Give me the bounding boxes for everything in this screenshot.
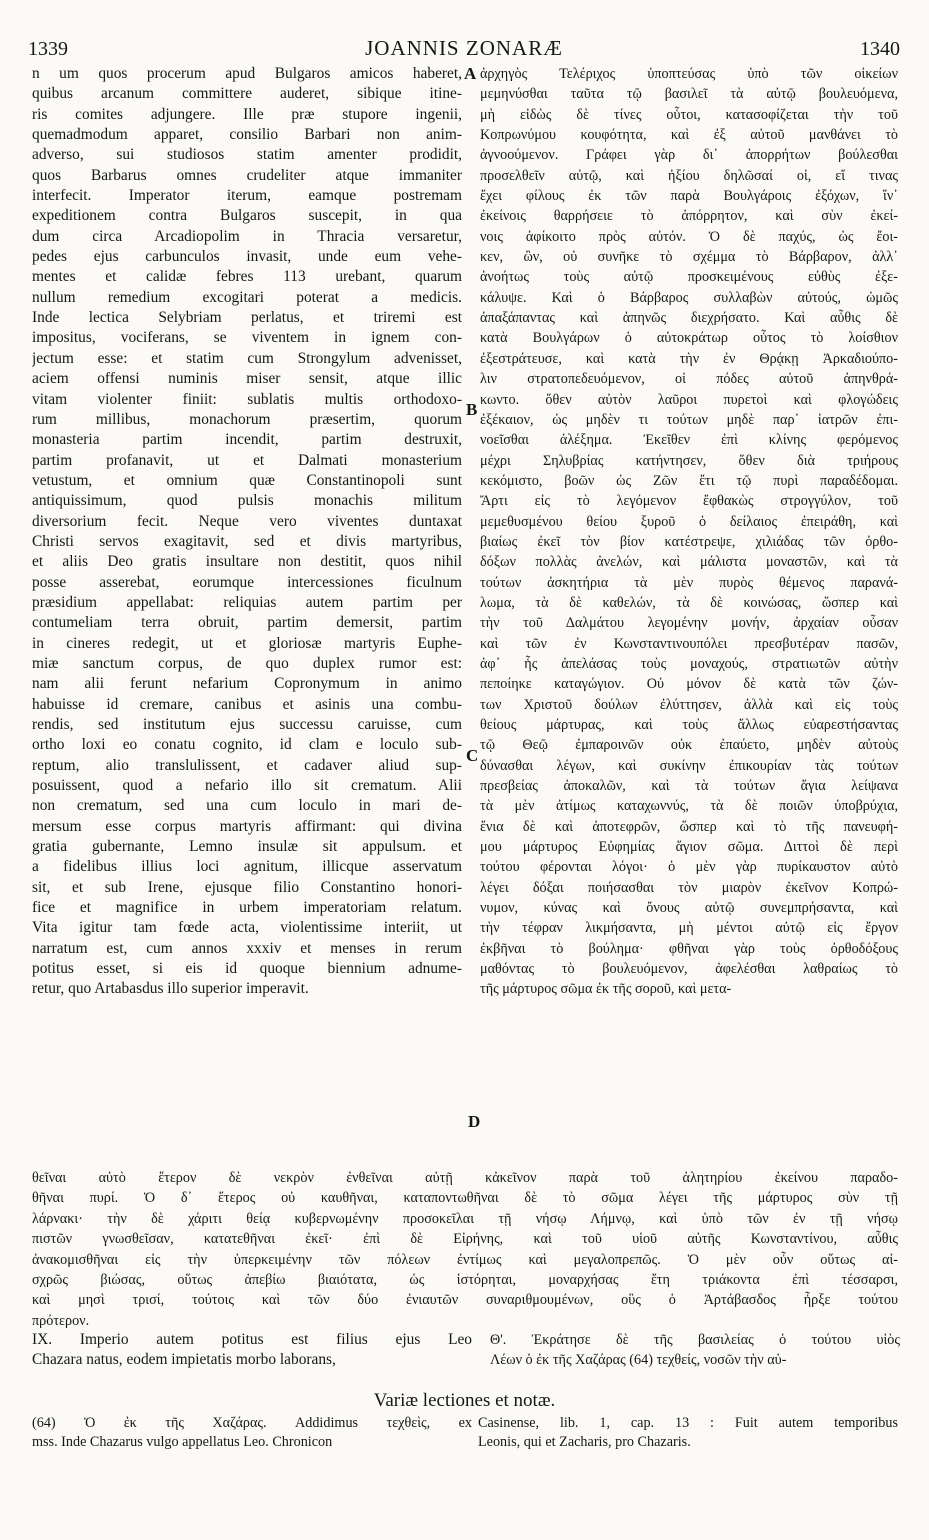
latin-text-line: adverso, sui studiosos statim amenter prodidit, bbox=[32, 146, 462, 164]
greek-text-line: των Χριστοῦ δούλων ἐλύττησεν, ἀλλὰ καὶ εἰς τοὺς bbox=[480, 696, 898, 713]
latin-text-line: mersum esse corpus martyris affirmant: qui divina bbox=[32, 817, 462, 835]
greek-text-line: ἐξεστράτευσε, καὶ κατὰ τὴν ἐν Θρᾴκῃ Ἀρκαδιούπο- bbox=[480, 350, 898, 367]
greek-text-line: πρότερον. bbox=[32, 1312, 90, 1329]
latin-text-line: ortho loxi eo conatu cognito, id clam e loculo sub- bbox=[32, 736, 462, 754]
note-line: mss. Inde Chazarus vulgo appellatus Leo. Chronicon bbox=[32, 1434, 333, 1450]
latin-text-line: partim profanavit, ut et Dalmati monasterium bbox=[32, 451, 462, 469]
latin-text-line: non crematum, sed una cum loculo in mari de- bbox=[32, 797, 462, 815]
note-line: (64) Ὁ ἐκ τῆς Χαζάρας. Addidimus τεχθεὶς, ex bbox=[32, 1415, 472, 1431]
latin-text-line: Inde lectica Selybriam perlatus, et triremi est bbox=[32, 309, 462, 327]
latin-text-line: nam alii ferunt nefarium Copronymum in animo bbox=[32, 675, 462, 693]
latin-text-line: Vita igitur tam fœde acta, violentissime interiit, ut bbox=[32, 919, 462, 937]
latin-text-line: narratum est, cum annos xxxiv et menses in rerum bbox=[32, 939, 462, 957]
latin-text-line: impositus, vociferans, se viventem in ignem con- bbox=[32, 329, 462, 347]
greek-text-line: ἔνια δὲ καὶ ἀποτεφρῶν, ὥσπερ καὶ τὸ τῆς πανευφή- bbox=[480, 818, 898, 835]
greek-text-line: μαθόντας τὸ βουλευόμενον, ἀφελέσθαι λαθραίως τὸ bbox=[480, 961, 898, 978]
latin-text-line: a fidelibus illius loci agnitum, illicque asservatum bbox=[32, 858, 462, 876]
greek-text-line: Θ'. Ἐκράτησε δὲ τῆς βασιλείας ὁ τούτου υἱὸς bbox=[490, 1332, 900, 1348]
latin-column bbox=[32, 64, 462, 1000]
greek-text-line: τῷ Θεῷ ἐμπαροινῶν οὐκ ἐπαύετο, μηδὲν αὐτοὺς bbox=[480, 737, 898, 754]
greek-text-line: κατὰ Βουλγάρων ὁ αὐτοκράτωρ οὗτος τὸ λοίσθιον bbox=[480, 330, 898, 347]
greek-text-line: καὶ μησὶ τρισί, τούτοις καὶ τῶν δύο ἐνιαυτῶν συναριθμουμένων, οὓς ὁ Ἀρτάβασδος ἦρξε τούτου bbox=[32, 1292, 898, 1309]
greek-text-line: μου μάρτυρος Εὐφημίας ἅγιον σῶμα. Διττοὶ δὲ περὶ bbox=[480, 839, 898, 856]
latin-text-line: retur, quo Artabasdus illo superior imperavit. bbox=[32, 980, 309, 998]
latin-text-line: habuisse id cremare, canibus et asinis una combu- bbox=[32, 695, 462, 713]
greek-text-line: λιν στρατοπεδευόμενον, οἱ πόδες αὐτοῦ ἀπηνθρά- bbox=[480, 371, 898, 388]
latin-text-line: Christi servos exagitavit, sed et divis martyribus, bbox=[32, 532, 462, 550]
latin-text-line: ris comites adjungere. Ille præ stupore ingenii, bbox=[32, 105, 462, 123]
note-left-column bbox=[32, 1414, 472, 1452]
greek-text-line: ἀπαξάπαντας καὶ ἀπηνῶς διεχρήσατο. Καὶ αὖθις δὲ bbox=[480, 310, 898, 327]
latin-text-line: expeditionem contra Bulgaros suscepit, in qua bbox=[32, 207, 462, 225]
greek-text-line: Κοπρωνύμου κουφότητα, καὶ ἐξ αὐτοῦ μανθάνει τὸ bbox=[480, 127, 898, 144]
margin-marker-b: B bbox=[466, 400, 478, 419]
latin-text-line: aciem offensi numinis miser sensit, atque illic bbox=[32, 370, 462, 388]
latin-text-line: et aliis Deo gratis insultare non destitit, quos nihil bbox=[32, 553, 462, 571]
chapter-ix-greek bbox=[490, 1330, 900, 1370]
latin-text-line: fice et magnifice in urbem imperatoriam relatum. bbox=[32, 899, 462, 917]
page-header bbox=[28, 38, 900, 64]
left-page-number: 1339 bbox=[28, 38, 68, 60]
chapter-ix-latin bbox=[32, 1330, 472, 1370]
greek-text-line: προσελθεῖν αὐτῷ, καὶ ἠξίου δηλῶσαί οἱ, εἴ τινας bbox=[480, 167, 898, 184]
greek-column bbox=[480, 64, 898, 1000]
latin-text-line: nullum remedium excogitari poterat a medicis. bbox=[32, 288, 462, 306]
latin-text-line: reptum, alio translulissent, et cadaver aliud sup- bbox=[32, 756, 462, 774]
greek-text-line: δύνασθαι λέγων, καὶ συκίνην ἐπικουρίαν τὰς τούτων bbox=[480, 757, 898, 774]
greek-text-line: τούτων ἀσκητήρια τὰ μὲν πυρὸς θέμενος παρανά- bbox=[480, 574, 898, 591]
greek-text-line: τὰ μὲν ἀτίμως καταχωννύς, τὰ δὲ ποιῶν ὑποβρύχια, bbox=[480, 798, 898, 815]
latin-text-line: in cineres redegit, ut et gloriosæ martyris Euphe- bbox=[32, 634, 462, 652]
latin-text-line: rendis, sed institutum ejus successu caruisse, cum bbox=[32, 716, 462, 733]
greek-text-line: μέχρι Σηλυβρίας κατήντησεν, ὅθεν διὰ τριήρους bbox=[480, 452, 898, 469]
greek-text-line: ἐξέκαιον, ὡς μηδὲν τι τούτων μηδὲ παρ᾽ ἰατρῶν ἐπι- bbox=[480, 411, 898, 428]
greek-text-line: καὶ τῶν ἐν Κωνσταντινουπόλει πρεσβυτέραν πασῶν, bbox=[480, 635, 898, 652]
greek-text-line: δόξων πολλὰς ἀνελών, καὶ μάλιστα μοναστῶν, καὶ τὰ bbox=[480, 554, 898, 571]
greek-text-line: λέγει δόξαι ποιήσασθαι τὸν μιαρὸν ἐκεῖνον Κοπρώ- bbox=[480, 879, 898, 896]
greek-text-line: μεμεθυσμένου θείου ξυροῦ ὁ δείλαιος ἐπειράθη, καὶ bbox=[480, 513, 898, 530]
latin-text-line: vetustum, et omnium quæ Constantinopoli sunt bbox=[32, 471, 462, 489]
greek-text-line: λάρνακι· τὴν δὲ χάριτι θείᾳ κυβερνωμένην προσοκεῖλαι τῇ νήσῳ Λήμνῳ, καὶ ὑπὸ τῶν ἐν τῇ νήσῳ bbox=[32, 1210, 898, 1227]
margin-marker-d: D bbox=[468, 1112, 481, 1131]
full-width-greek-block bbox=[32, 1168, 898, 1331]
greek-text-line: ἐκβῆναι τὸ βούλημα· φθῆναι γὰρ τοὺς ὀρθοδόξους bbox=[480, 940, 898, 957]
greek-text-line: νοεῖσθαι ἀλέξημα. Ἐκεῖθεν ἐπὶ κλίνης φερόμενος bbox=[480, 432, 898, 449]
greek-text-line: ἀγνοούμενον. Γράφει γὰρ δι᾽ ἀπορρήτων βούλεσθαι bbox=[480, 147, 898, 164]
greek-text-line: κεν, ὢν, οὐ συνῆκε τὸ σχέμμα τὸ Βάρβαρον, ἀλλ᾽ bbox=[480, 249, 898, 266]
greek-text-line: σχρῶς βιώσας, οὕτως ἀπεβίω βιαιότατα, ὡς ἱστόρηται, μοναρχήσας ἔτη τριάκοντα ἐπὶ τέσσαρσι, bbox=[32, 1271, 898, 1288]
latin-text-line: contumeliam terra obruit, partim demersit, partim bbox=[32, 614, 462, 632]
latin-text-line: interfecit. Imperator iterum, eamque postremam bbox=[32, 187, 462, 205]
latin-text-line: pedes ejus carbunculos invasit, unde eum vehe- bbox=[32, 248, 462, 266]
latin-text-line: monasteria partim incendit, partim destruxit, bbox=[32, 431, 462, 449]
margin-marker-a: A bbox=[464, 64, 477, 83]
latin-text-line: jectum esse: et statim cum Strongylum advenisset, bbox=[32, 349, 462, 367]
notes-heading: Variæ lectiones et notæ. bbox=[373, 1390, 556, 1411]
latin-text-line: præsidium appellabat: reliquias autem partim per bbox=[32, 593, 462, 611]
greek-text-line: κάλυψε. Καὶ ὁ Βάρβαρος συλλαβὼν αὐτούς, ὠμῶς bbox=[480, 289, 898, 306]
latin-text-line: rum millibus, monachorum præsertim, quorum bbox=[32, 410, 462, 428]
greek-text-line: Ἄρτι εἰς τὸ λεγόμενον ἔφθακὼς στρογγύλον, τοῦ bbox=[480, 493, 898, 510]
latin-text-line: diversorium fecit. Neque vero viventes duntaxat bbox=[32, 512, 462, 530]
latin-text-line: antiquissimum, quod pulsis monachis militum bbox=[32, 492, 462, 510]
greek-text-line: κεκόμιστο, βοῶν ὡς Ζῶν ἔτι τῷ πυρὶ παραδέδομαι. bbox=[480, 472, 898, 489]
latin-text-line: posse asserebat, eorumque intercessiones ficulnum bbox=[32, 573, 462, 591]
latin-text-line: posuissent, quod a nefario illo sit crematum. Alii bbox=[32, 777, 462, 795]
greek-text-line: τὴν τέφραν λικμήσαντα, μὴ μέντοι αὐτῷ εἰς ἔργον bbox=[480, 920, 898, 937]
latin-text-line: quemadmodum apparet, consilio Barbari non anim- bbox=[32, 126, 462, 144]
greek-text-line: κωντο. ὅθεν αὐτὸν λαῦροι πυρετοὶ καὶ φλογώδεις bbox=[480, 391, 898, 408]
greek-text-line: πεποίηκε καταγώγιον. Οὐ μόνον δὲ κατὰ τῶν ζών- bbox=[480, 676, 898, 693]
greek-text-line: θεῖναι αὐτὸ ἕτερον δὲ νεκρὸν ἐνθεῖναι αὐτῇ κἀκεῖνον παρὰ τοῦ ἀλητηρίου ἐκείνου παραδο- bbox=[32, 1170, 898, 1186]
right-page-number: 1340 bbox=[860, 38, 900, 60]
latin-text-line: vitam violenter finiit: sublatis multis orthodoxo- bbox=[32, 390, 462, 408]
greek-text-line: νυμον, κύνας καὶ ὄνους αὐτῷ συνεμπρήσαντα, καὶ bbox=[480, 900, 898, 917]
running-title: JOANNIS ZONARÆ bbox=[365, 36, 563, 60]
greek-text-line: ἐκείνοις θαρρήσειε τὸ ἀπόρρητον, καὶ σὺν ἐκεί- bbox=[480, 208, 898, 225]
greek-text-line: Λέων ὁ ἐκ τῆς Χαζάρας (64) τεχθείς, νοσῶν τὴν αὐ- bbox=[490, 1352, 787, 1368]
greek-text-line: νοις ἀφίκοιτο πρὸς αὐτόν. Ὁ δὲ παχύς, ὡς ἔοι- bbox=[480, 228, 898, 245]
greek-text-line: τούτου φέρονται λόγοι· ὁ μὲν γὰρ πυρίκαυστον αὐτὸ bbox=[480, 859, 898, 876]
greek-text-line: τῆς μάρτυρος σῶμα ἐκ τῆς σοροῦ, καὶ μετα- bbox=[480, 981, 732, 998]
latin-text-line: sit, et sub Irene, ejusque filio Constantino honori- bbox=[32, 878, 462, 896]
margin-marker-c: C bbox=[466, 746, 479, 765]
latin-text-line: potitus esset, si eis id quoque biennium adnume- bbox=[32, 960, 462, 978]
latin-text-line: mentes et calidæ febres 113 urebant, quarum bbox=[32, 268, 462, 286]
latin-text-line: IX. Imperio autem potitus est filius ejus Leo bbox=[32, 1331, 472, 1348]
greek-text-line: ἔχει φίλους ἐκ τῶν παρὰ Βουλγάροις ἐξόχων, ἵν᾽ bbox=[480, 188, 898, 205]
greek-text-line: ἀνοήτως τοὺς αὐτῷ προσκειμένους εὐθὺς ἐξε- bbox=[480, 269, 898, 286]
note-line: Leonis, qui et Zacharis, pro Chazaris. bbox=[478, 1434, 691, 1450]
greek-text-line: ἀρχηγὸς Τελέριχος ὑποπτεύσας ὑπὸ τῶν οἰκείων bbox=[480, 66, 898, 82]
note-line: Casinense, lib. 1, cap. 13 : Fuit autem temporibus bbox=[478, 1415, 898, 1431]
latin-text-line: dum circa Arcadiopolim in Thracia versaretur, bbox=[32, 227, 462, 245]
greek-text-line: τὴν τοῦ Δαλμάτου λεγομένην μονήν, ἀρχαίαν οὖσαν bbox=[480, 615, 898, 632]
greek-text-line: μεμηνύσθαι ταῦτα τῷ βασιλεῖ τὰ αὐτῷ βουλευόμενα, bbox=[480, 86, 898, 103]
greek-text-line: λωμα, τὰ δὲ καθελών, τὰ δὲ κοινώσας, ὥσπερ καὶ bbox=[480, 594, 898, 611]
latin-text-line: gratia gubernante, Lemno insulæ sit appulsum. et bbox=[32, 838, 462, 856]
latin-text-line: miæ sanctum corpus, de quo duplex rumor est: bbox=[32, 654, 462, 672]
latin-text-line: quibus arcanum committere auderet, sibique itine- bbox=[32, 85, 462, 103]
greek-text-line: μὴ εἰδὼς δὲ τίνες οὗτοι, κατασοφίζεται τὴν τοῦ bbox=[480, 106, 898, 123]
greek-text-line: ἀνακομισθῆναι εἰς τὴν ὑπερκειμένην τῶν πόλεων ἐντίμως καὶ μεγαλοπρεπῶς. Ὁ μὲν οὖν οὕτως αἰ- bbox=[32, 1251, 898, 1268]
greek-text-line: βιαίως ἐκεῖ τὸν βίον κατέστρεψε, χιλιάδας τῶν ὀρθο- bbox=[480, 533, 898, 550]
note-right-column bbox=[478, 1414, 898, 1452]
latin-text-line: n um quos procerum apud Bulgaros amicos haberet, bbox=[32, 65, 462, 82]
greek-text-line: ἀφ᾽ ἧς ἀπελάσας τοὺς μοναχούς, στρατιωτῶν αὐτὴν bbox=[480, 655, 898, 672]
latin-text-line: quos Barbarus omnes crudeliter atque immaniter bbox=[32, 166, 462, 184]
greek-text-line: θείους μάρτυρας, καὶ τοὺς ἄλλως εὐαρεστήσαντας bbox=[480, 717, 898, 733]
latin-text-line: Chazara natus, eodem impietatis morbo laborans, bbox=[32, 1351, 336, 1368]
greek-text-line: πρεσβείας ἀποκαλῶν, καὶ τὰ τούτων ἅγια λείψανα bbox=[480, 778, 898, 795]
greek-text-line: πιστῶν γνωσθεῖσαν, κατατεθῆναι ἐκεῖ· ἐπὶ δὲ Εἰρήνης, καὶ τοῦ υἱοῦ αὐτῆς Κωνσταντίνου, αὖθις bbox=[32, 1231, 898, 1248]
greek-text-line: θῆναι πυρί. Ὁ δ᾽ ἕτερος οὐ καυθῆναι, καταποντωθῆναι δὲ τὸ σῶμα λέγει τῆς μάρτυρος σὺν τῇ bbox=[32, 1190, 898, 1207]
